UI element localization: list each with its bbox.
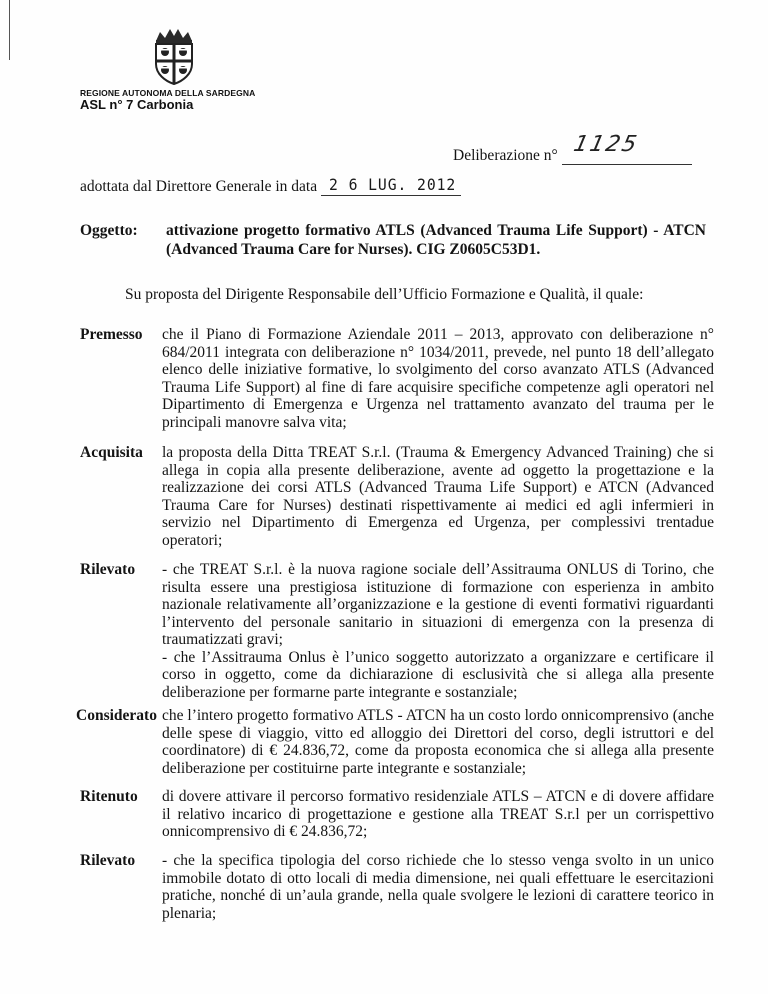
date-stamp: 2 6 LUG. 2012	[329, 175, 457, 194]
section-text: - che la specifica tipologia del corso richiede che lo stesso venga svolto in un unico immobile dotato di otto locali di media dimensione, nei quali effettuare le esercitazioni pratiche, nonché di un’aula grande, nella quale svolgere le lezioni di carattere teorico in plenaria;	[162, 852, 714, 922]
subject-line-1: attivazione progetto formativo ATLS (Advanced Trauma Life Support) - ATCN	[166, 222, 706, 239]
section-text: di dovere attivare il percorso formativo residenziale ATLS – ATCN e di dovere affidare il relativo incarico di progettazione e gestione alla TREAT S.r.l per un corrispettivo onnicomprensivo di € 24.836,72;	[162, 788, 714, 840]
section-text: che l’intero progetto formativo ATLS - ATCN ha un costo lordo onnicomprensivo (anche delle spese di viaggio, vitto ed alloggio dei Direttori del corso, degli istruttori e del coordinatore) di € 24.836,72, come da proposta economica che si allega alla presente deliberazione per costituirne parte integrante e sostanziale;	[162, 707, 714, 777]
org-region-name: REGIONE AUTONOMA DELLA SARDEGNA	[80, 88, 256, 98]
section-label: Ritenuto	[80, 788, 138, 805]
section-text: che il Piano di Formazione Aziendale 2011 – 2013, approvato con deliberazione n° 684/2011 integrata con deliberazione n° 1034/2011, prevede, nel punto 18 dell’allegato elenco delle iniziative formative, lo svolgimento del corso avanzato ATLS (Advanced Trauma Life Support) al fine di fare acquisire specifiche competenze agli operatori nel Dipartimento di Emergenza e Urgenza nel trattamento avanzato del trauma per le principali manovre salva vita;	[162, 326, 714, 431]
intro-paragraph: Su proposta del Dirigente Responsabile dell’Ufficio Formazione e Qualità, il quale:	[125, 286, 644, 303]
section-label: Acquisita	[80, 444, 143, 461]
section-label: Considerato	[76, 707, 157, 724]
deliberation-label: Deliberazione n°	[453, 147, 558, 164]
date-field	[321, 177, 461, 196]
adopted-label: adottata dal Direttore Generale in data	[80, 178, 318, 195]
section-label: Premesso	[80, 326, 143, 343]
section-text	[162, 561, 714, 701]
adoption-date-line	[80, 177, 461, 196]
org-asl-name: ASL n° 7 Carbonia	[80, 97, 194, 112]
deliberation-number-field	[562, 132, 692, 165]
section-label: Rilevato	[80, 852, 136, 869]
section-paragraph: - che l’Assitrauma Onlus è l’unico soggetto autorizzato a organizzare e certificare il corso in oggetto, come da dichiarazione di esclusività che si allega alla presente deliberazione per formarne parte integrante e sostanziale;	[162, 648, 714, 701]
subject-line-2: (Advanced Trauma Care for Nurses). CIG Z0605C53D1.	[166, 241, 541, 258]
deliberation-number-line	[453, 132, 692, 165]
section-paragraph: - che TREAT S.r.l. è la nuova ragione sociale dell’Assitrauma ONLUS di Torino, che risulta essere una prestigiosa istituzione di formazione con esperienza in ambito nazionale relativamente all’organizzazione e la gestione di eventi formativi riguardanti l’intervento del personale sanitario in situazioni di emergenza con la presenza di traumatizzati gravi;	[162, 561, 714, 648]
section-label: Rilevato	[80, 561, 136, 578]
scan-margin-line	[9, 0, 10, 60]
sardinia-coat-of-arms-icon	[142, 24, 206, 88]
handwritten-number: 1125	[570, 132, 641, 157]
section-text: la proposta della Ditta TREAT S.r.l. (Trauma & Emergency Advanced Training) che si allega in copia alla presente deliberazione, avente ad oggetto la progettazione e la realizzazione dei corsi ATLS (Advanced Trauma Life Support) e ATCN (Advanced Trauma Care for Nurses) destinati rispettivamente ai medici ed agli infermieri in servizio nel Dipartimento di Emergenza ed Urgenza, per complessivi trentadue operatori;	[162, 444, 714, 549]
subject-label: Oggetto:	[80, 222, 138, 239]
